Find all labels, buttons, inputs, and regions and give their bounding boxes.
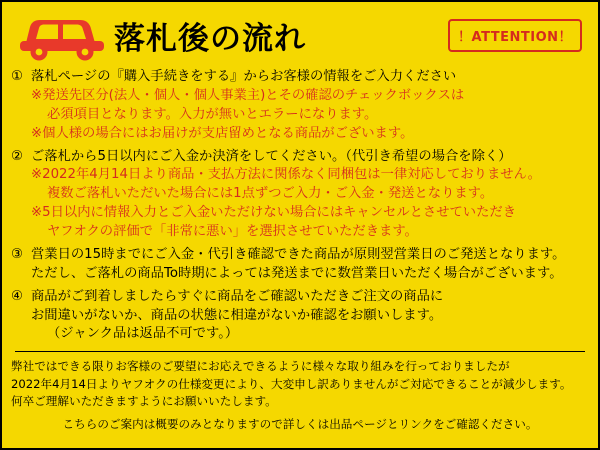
section-detail-line: ヤフオクの評価で「非常に悪い」を選択させていただきます。 bbox=[47, 224, 418, 239]
section-text: 営業日の15時までにご入金・代引き確認できた商品が原則翌営業日のご発送となります。 bbox=[31, 246, 566, 262]
section-number: ② bbox=[11, 148, 23, 164]
section-number: ③ bbox=[11, 246, 23, 262]
red-car-icon bbox=[16, 9, 108, 63]
section-detail-line: ※発送先区分(法人・個人・個人事業主)とその確認のチェックボックスは bbox=[31, 87, 465, 103]
section-heading-line bbox=[11, 288, 589, 307]
notice-section bbox=[11, 246, 589, 284]
section-detail-line: ※5日以内に情報入力とご入金いただけない場合にはキャンセルとさせていただき bbox=[31, 205, 516, 221]
section-number: ④ bbox=[11, 288, 23, 304]
section-heading-line bbox=[11, 68, 589, 87]
notice-section bbox=[11, 148, 589, 242]
closing-note: こちらのご案内は概要のみとなりますので詳しくは出品ページとリンクをご確認ください。 bbox=[62, 417, 538, 432]
page-header bbox=[2, 2, 598, 68]
notice-section bbox=[11, 288, 589, 345]
section-detail-line: ※2022年4月14日より商品・支払方法に関係なく同梱包は一律対応しておりません。 bbox=[31, 167, 541, 183]
section-divider bbox=[15, 351, 585, 352]
section-number: ① bbox=[11, 69, 23, 84]
footnote-line: 2022年4月14日よりヤフオクの仕様変更により、大変申し訳ありませんがご対応できることが減少します。 bbox=[11, 376, 572, 391]
section-detail-line: 複数ご落札いただいた場合には1点ずつご入力・ご入金・発送となります。 bbox=[47, 186, 494, 202]
section-list bbox=[11, 68, 589, 344]
section-detail-line: （ジャンク品は返品不可です。） bbox=[47, 326, 239, 342]
section-text: ご落札から5日以内にご入金か決済をしてください。（代引き希望の場合を除く） bbox=[31, 148, 512, 164]
section-detail-line: ただし、ご落札の商品To時期によっては発送までに数営業日いただく場合がございます。 bbox=[31, 265, 563, 281]
notice-body bbox=[2, 68, 598, 434]
section-heading-line bbox=[11, 246, 589, 265]
section-detail-line: ※個人様の場合にはお届けが支店留めとなる商品がございます。 bbox=[31, 125, 414, 141]
section-text: 落札ページの『購入手続きをする』からお客様の情報をご入力ください bbox=[31, 69, 457, 84]
section-detail-line: 必須項目となります。入力が無いとエラーになります。 bbox=[47, 106, 378, 122]
section-detail-line: お間違いがないか、商品の状態に相違がないか確認をお願いします。 bbox=[31, 307, 443, 323]
notice-section bbox=[11, 68, 589, 144]
footnote-line: 弊社ではできる限りお客様のご要望にお応えできるように様々な取り組みを行っておりましたが bbox=[11, 359, 510, 374]
footnote-block bbox=[11, 358, 589, 410]
section-heading-line bbox=[11, 148, 589, 167]
attention-badge: ！ATTENTION！ bbox=[448, 19, 582, 52]
section-text: 商品がご到着しましたらすぐに商品をご確認いただきご注文の商品に bbox=[31, 288, 444, 304]
page-title: 落札後の流れ bbox=[114, 20, 306, 57]
footnote-line: 何卒ご理解いただきますようにお願いいたします。 bbox=[11, 394, 277, 409]
